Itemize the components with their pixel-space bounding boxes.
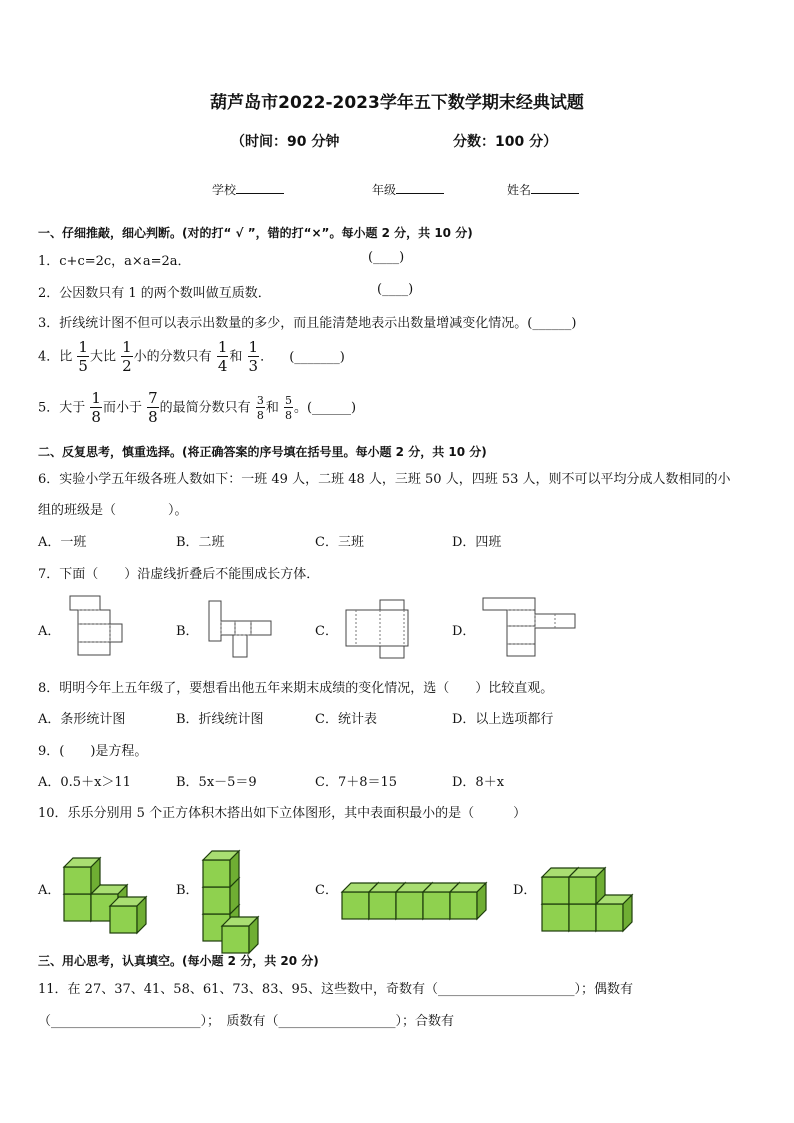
- net-figure-c: [344, 598, 412, 660]
- section1-title: 一、仔细推敲，细心判断。(对的打“ √ ”，错的打“×”。每小题 2 分，共 10 分): [38, 226, 473, 240]
- fraction: $\frac{5}{8}$: [284, 394, 292, 422]
- cube: [110, 897, 146, 933]
- fraction: $\frac{3}{8}$: [256, 394, 264, 422]
- answer-paren-1[interactable]: (____): [368, 250, 405, 265]
- q10-label-d[interactable]: D．: [513, 883, 537, 898]
- question-4: 4．比 $\frac{1}{5}$ 大比 $\frac{1}{2}$ 小的分数只有 $\frac{1}{4}$ 和 $\frac{1}{3}$ ． (_______): [38, 338, 345, 375]
- cube: [64, 858, 100, 894]
- cube: [450, 883, 486, 919]
- cube-figure-a: [62, 850, 162, 926]
- q8-option-d[interactable]: D．以上选项都行: [452, 712, 554, 727]
- q8-option-b[interactable]: B．折线统计图: [176, 712, 264, 727]
- fraction: $\frac{1}{4}$: [217, 338, 228, 375]
- school-label: 学校: [212, 183, 237, 197]
- fraction: $\frac{1}{3}$: [248, 338, 259, 375]
- q9-option-c[interactable]: C．7＋8＝15: [315, 775, 398, 790]
- q7-label-a[interactable]: A．: [38, 624, 61, 639]
- question-2: 2．公因数只有 1 的两个数叫做互质数．: [38, 286, 271, 301]
- school-field[interactable]: [212, 181, 284, 198]
- name-field[interactable]: [507, 181, 579, 198]
- question-8: 8．明明今年上五年级了，要想看出他五年来期末成绩的变化情况，选（ ）比较直观。: [38, 681, 554, 696]
- q7-label-c[interactable]: C．: [315, 624, 338, 639]
- q6-option-b[interactable]: B．二班: [176, 535, 225, 550]
- time-info: （时间：90 分钟: [231, 134, 340, 150]
- section2-title: 二、反复思考，慎重选择。(将正确答案的序号填在括号里。每小题 2 分，共 10 分): [38, 445, 487, 459]
- q9-option-d[interactable]: D．8＋x: [452, 775, 505, 790]
- grade-label: 年级: [372, 183, 397, 197]
- cube-figure-d: [540, 848, 624, 924]
- section3-title: 三、用心思考，认真填空。(每小题 2 分，共 20 分): [38, 954, 319, 968]
- q10-label-c[interactable]: C．: [315, 883, 338, 898]
- cube: [596, 895, 632, 931]
- cube-figure-c: [340, 868, 500, 912]
- cube: [222, 917, 258, 953]
- fraction: $\frac{1}{2}$: [122, 338, 132, 375]
- question-3: 3．折线统计图不但可以表示出数量的多少，而且能清楚地表示出数量增减变化情况。(______): [38, 316, 577, 331]
- cube-figure-b: [201, 834, 281, 946]
- question-9: 9．( )是方程。: [38, 744, 148, 759]
- answer-paren-4[interactable]: (_______): [289, 349, 345, 365]
- fraction: $\frac{1}{8}$: [91, 389, 101, 426]
- question-7: 7．下面（ ）沿虚线折叠后不能围成长方体．: [38, 567, 320, 582]
- cube: [203, 851, 239, 887]
- score-info: 分数：100 分）: [453, 134, 558, 150]
- question-11-line2: （_______________________）； 质数有（__________________）；合数有: [38, 1014, 455, 1029]
- question-11: 11．在 27、37、41、58、61、73、83、95、这些数中，奇数有（_____________________）；偶数有: [38, 982, 634, 997]
- page-title: 葫芦岛市2022-2023学年五下数学期末经典试题: [210, 93, 584, 113]
- net-figure-b: [207, 599, 275, 661]
- q7-label-d[interactable]: D．: [452, 624, 476, 639]
- grade-field[interactable]: [372, 181, 444, 198]
- question-1: 1．c+c=2c，a×a=2a．: [38, 254, 191, 269]
- question-6-line2: 组的班级是（ ）。: [38, 503, 188, 518]
- q8-option-a[interactable]: A．条形统计图: [38, 712, 126, 727]
- cube: [569, 868, 605, 904]
- net-figure-a: [68, 594, 128, 658]
- net-figure-d: [481, 596, 579, 658]
- q6-option-d[interactable]: D．四班: [452, 535, 502, 550]
- q6-option-a[interactable]: A．一班: [38, 535, 87, 550]
- answer-paren-2[interactable]: (____): [377, 282, 414, 297]
- fraction: $\frac{7}{8}$: [148, 389, 158, 426]
- q9-option-a[interactable]: A．0.5＋x＞11: [38, 775, 131, 790]
- q7-label-b[interactable]: B．: [176, 624, 199, 639]
- q9-option-b[interactable]: B．5x－5＝9: [176, 775, 257, 790]
- fraction: $\frac{1}{5}$: [78, 338, 88, 375]
- question-10: 10．乐乐分别用 5 个正方体积木搭出如下立体图形，其中表面积最小的是（ ）: [38, 806, 527, 821]
- question-6: 6．实验小学五年级各班人数如下：一班 49 人，二班 48 人，三班 50 人，四班 53 人，则不可以平均分成人数相同的小: [38, 472, 731, 487]
- name-label: 姓名: [507, 183, 532, 197]
- q10-label-a[interactable]: A．: [38, 883, 61, 898]
- q6-option-c[interactable]: C．三班: [315, 535, 364, 550]
- q10-label-b[interactable]: B．: [176, 883, 199, 898]
- question-5: 5．大于 $\frac{1}{8}$ 而小于 $\frac{7}{8}$ 的最简分数只有 $\frac{3}{8}$ 和 $\frac{5}{8}$ 。(______): [38, 389, 357, 426]
- q8-option-c[interactable]: C．统计表: [315, 712, 377, 727]
